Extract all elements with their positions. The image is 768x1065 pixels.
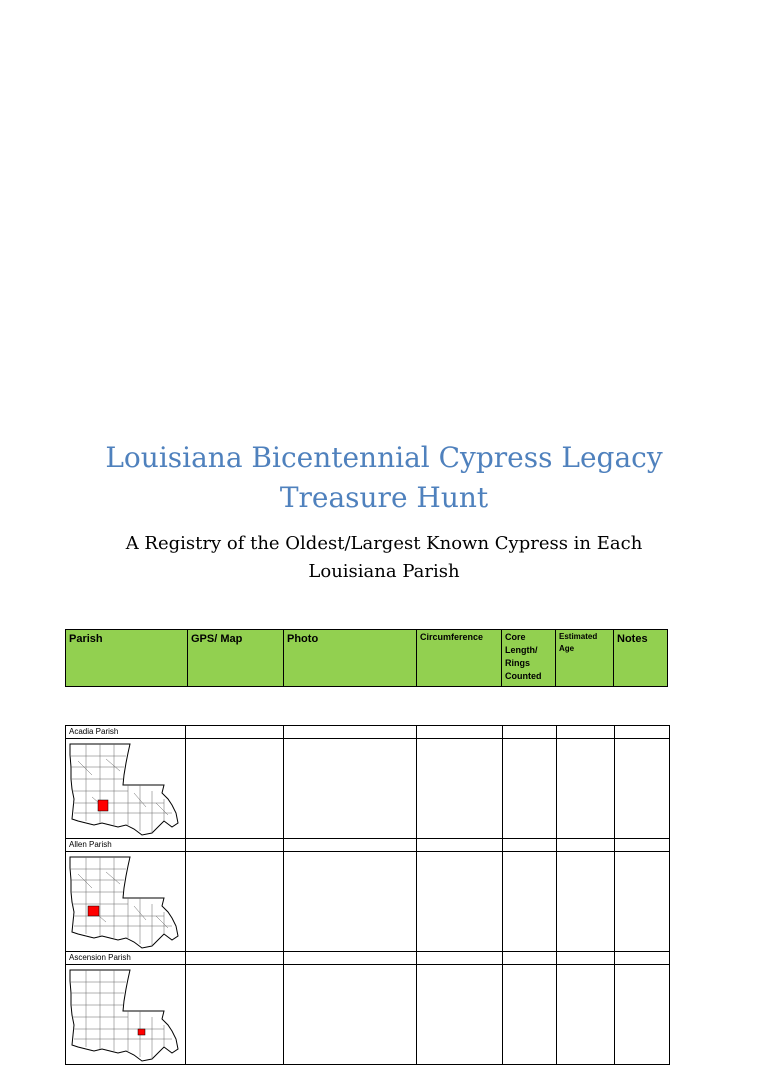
circumference-cell[interactable]: [417, 739, 503, 839]
core-cell[interactable]: [503, 726, 557, 739]
louisiana-map: [68, 741, 180, 836]
age-cell[interactable]: [557, 965, 615, 1065]
circumference-cell[interactable]: [417, 952, 503, 965]
header-parish: Parish: [66, 630, 188, 687]
notes-cell[interactable]: [615, 852, 670, 952]
gps-cell[interactable]: [186, 726, 284, 739]
circumference-cell[interactable]: [417, 839, 503, 852]
parish-map-cell: [66, 739, 186, 839]
notes-cell[interactable]: [615, 965, 670, 1065]
title-line-2: Treasure Hunt: [279, 481, 489, 514]
circumference-cell[interactable]: [417, 726, 503, 739]
gps-cell[interactable]: [186, 952, 284, 965]
core-cell[interactable]: [503, 852, 557, 952]
louisiana-map: [68, 854, 180, 949]
subtitle-line-2: Louisiana Parish: [308, 561, 460, 582]
gps-cell[interactable]: [186, 852, 284, 952]
title-line-1: Louisiana Bicentennial Cypress Legacy: [105, 441, 663, 474]
parish-name-cell: Acadia Parish: [66, 726, 186, 739]
gps-cell[interactable]: [186, 965, 284, 1065]
core-cell[interactable]: [503, 952, 557, 965]
header-core-line-3: Rings: [505, 658, 531, 668]
parish-map-cell: [66, 852, 186, 952]
notes-cell[interactable]: [615, 726, 670, 739]
notes-cell[interactable]: [615, 952, 670, 965]
header-gps-map: GPS/ Map: [188, 630, 284, 687]
highlighted-parish-marker: [98, 800, 108, 811]
registry-table: [65, 725, 670, 1065]
louisiana-map: [68, 967, 180, 1062]
notes-cell[interactable]: [615, 839, 670, 852]
header-notes: Notes: [614, 630, 668, 687]
table-row: [66, 839, 670, 852]
photo-cell[interactable]: [284, 952, 417, 965]
photo-cell[interactable]: [284, 852, 417, 952]
header-core-line-4: Counted: [505, 671, 542, 681]
column-header-table: [65, 629, 668, 687]
highlighted-parish-marker: [138, 1029, 145, 1035]
gps-cell[interactable]: [186, 739, 284, 839]
header-estimated-age: [556, 630, 614, 687]
header-circumference: Circumference: [417, 630, 502, 687]
age-cell[interactable]: [557, 852, 615, 952]
age-cell[interactable]: [557, 726, 615, 739]
parish-name-cell: Ascension Parish: [66, 952, 186, 965]
age-cell[interactable]: [557, 739, 615, 839]
core-cell[interactable]: [503, 839, 557, 852]
table-row: [66, 852, 670, 952]
table-row: [66, 965, 670, 1065]
header-row: [66, 630, 668, 687]
header-core-line-2: Length/: [505, 645, 538, 655]
core-cell[interactable]: [503, 739, 557, 839]
header-core-length: [502, 630, 556, 687]
header-age-line-2: Age: [559, 644, 575, 653]
core-cell[interactable]: [503, 965, 557, 1065]
photo-cell[interactable]: [284, 839, 417, 852]
photo-cell[interactable]: [284, 739, 417, 839]
table-row: [66, 726, 670, 739]
document-title: [0, 438, 768, 518]
age-cell[interactable]: [557, 839, 615, 852]
table-row: [66, 739, 670, 839]
parish-map-cell: [66, 965, 186, 1065]
circumference-cell[interactable]: [417, 965, 503, 1065]
photo-cell[interactable]: [284, 726, 417, 739]
header-age-line-1: Estimated: [559, 632, 598, 641]
photo-cell[interactable]: [284, 965, 417, 1065]
header-core-line-1: Core: [505, 632, 526, 642]
subtitle-line-1: A Registry of the Oldest/Largest Known Cypress in Each: [125, 533, 643, 554]
age-cell[interactable]: [557, 952, 615, 965]
notes-cell[interactable]: [615, 739, 670, 839]
gps-cell[interactable]: [186, 839, 284, 852]
document-subtitle: [0, 530, 768, 586]
header-photo: Photo: [284, 630, 417, 687]
highlighted-parish-marker: [88, 906, 99, 916]
circumference-cell[interactable]: [417, 852, 503, 952]
table-row: [66, 952, 670, 965]
parish-name-cell: Allen Parish: [66, 839, 186, 852]
